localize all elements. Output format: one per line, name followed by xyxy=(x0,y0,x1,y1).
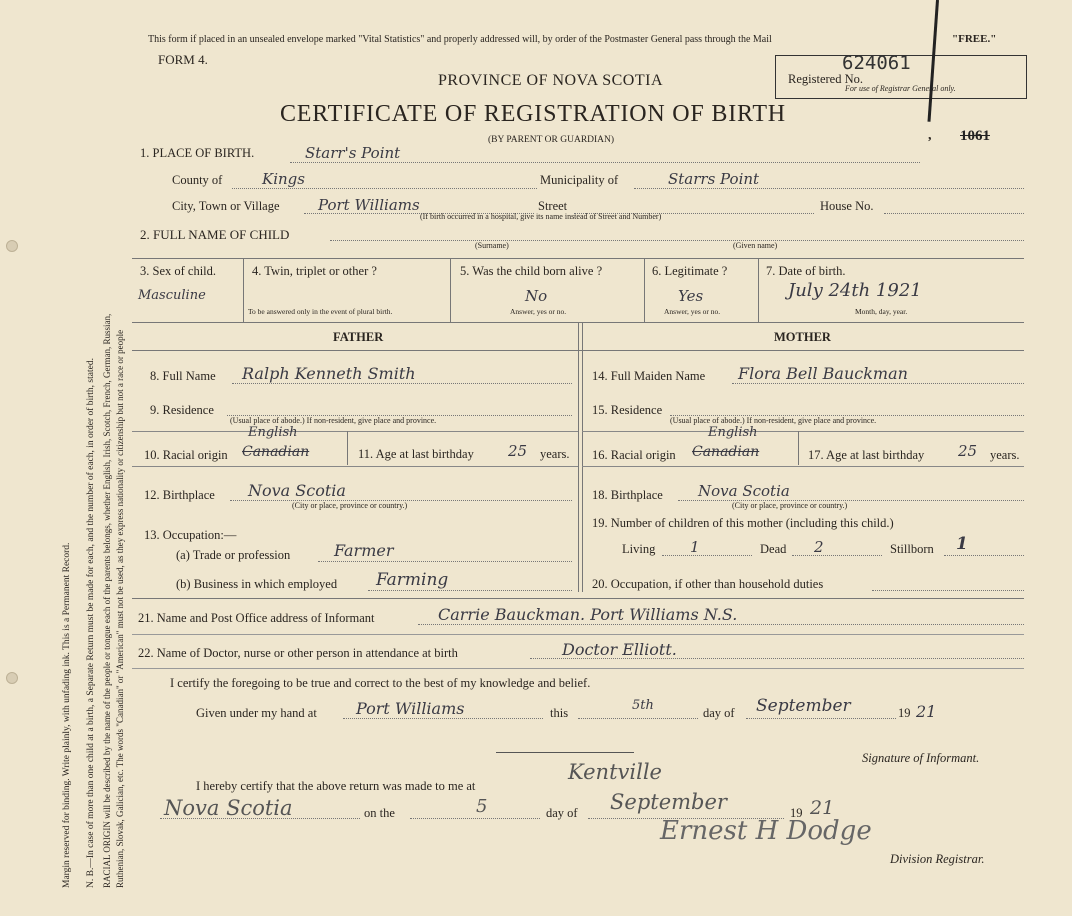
county-label: County of xyxy=(172,173,223,187)
margin-note-racial-origin: RACIAL ORIGIN will be described by the name of the people or tongue each of the parents belongs, whether English, Irish, Scotch, French, German, Russian, xyxy=(102,313,112,888)
mother-residence-label: 15. Residence xyxy=(592,403,663,417)
place-of-birth-label: 1. PLACE OF BIRTH. xyxy=(140,146,255,160)
registrar-year-value: 21 xyxy=(810,797,835,819)
certificate-title: CERTIFICATE OF REGISTRATION OF BIRTH xyxy=(280,101,786,127)
given-under-label: Given under my hand at xyxy=(196,706,317,720)
father-name-value: Ralph Kenneth Smith xyxy=(242,364,416,383)
day-of-label: day of xyxy=(703,706,735,720)
street-label: Street xyxy=(538,199,568,213)
father-residence-note: (Usual place of abode.) If non-resident, give place and province. xyxy=(230,416,437,425)
registrar-place-value: Kentville xyxy=(568,760,662,784)
business-label: (b) Business in which employed xyxy=(176,577,338,591)
informant-value: Carrie Bauckman. Port Williams N.S. xyxy=(438,605,738,624)
registrar-statement: I hereby certify that the above return was made to me at xyxy=(196,779,476,793)
surname-note: (Surname) xyxy=(475,241,509,250)
municipality-value: Starrs Point xyxy=(668,170,760,188)
dead-value: 2 xyxy=(814,538,824,556)
trade-value: Farmer xyxy=(334,541,394,560)
twin-note: To be answered only in the event of plural birth. xyxy=(248,307,393,316)
born-alive-value: No xyxy=(525,287,548,305)
mother-residence-note: (Usual place of abode.) If non-resident, give place and province. xyxy=(670,416,877,425)
informant-label: 21. Name and Post Office address of Informant xyxy=(138,611,375,625)
city-label: City, Town or Village xyxy=(172,199,280,213)
mother-age-value: 25 xyxy=(958,442,978,460)
province-title: PROVINCE OF NOVA SCOTIA xyxy=(438,72,664,89)
father-birthplace-value: Nova Scotia xyxy=(248,481,346,500)
father-residence-label: 9. Residence xyxy=(150,403,214,417)
registrar-month-value: September xyxy=(610,790,727,814)
county-value: Kings xyxy=(262,170,305,188)
given-place-value: Port Williams xyxy=(356,699,465,718)
born-alive-label: 5. Was the child born alive ? xyxy=(460,264,603,278)
free-mark: "FREE." xyxy=(952,33,997,45)
registrar-day-of-label: day of xyxy=(546,806,578,820)
registered-number: 624061 xyxy=(842,52,911,74)
registrar-province-value: Nova Scotia xyxy=(164,796,293,820)
date-of-birth-label: 7. Date of birth. xyxy=(766,264,846,278)
certify-month-value: September xyxy=(756,696,851,716)
living-value: 1 xyxy=(690,538,700,556)
registered-label: Registered No. xyxy=(788,72,863,86)
doctor-value: Doctor Elliott. xyxy=(562,640,677,659)
form-number: FORM 4. xyxy=(158,52,208,67)
division-registrar-label: Division Registrar. xyxy=(890,852,985,866)
father-age-label: 11. Age at last birthday xyxy=(358,447,474,461)
father-age-value: 25 xyxy=(508,442,528,460)
legitimate-note: Answer, yes or no. xyxy=(664,307,721,316)
registrar-year-printed: 19 xyxy=(790,806,803,820)
on-the-label: on the xyxy=(364,806,395,820)
living-label: Living xyxy=(622,542,656,556)
certificate-subtitle: (BY PARENT OR GUARDIAN) xyxy=(488,135,615,145)
father-occupation-label: 13. Occupation:— xyxy=(144,528,237,542)
mother-years-label: years. xyxy=(990,448,1020,462)
mother-birthplace-note: (City or place, province or country.) xyxy=(732,501,848,510)
sex-label: 3. Sex of child. xyxy=(140,264,217,278)
mother-heading: MOTHER xyxy=(774,330,831,344)
stillborn-value: 1 xyxy=(956,534,968,554)
mother-name-value: Flora Bell Bauckman xyxy=(738,364,908,383)
mother-age-label: 17. Age at last birthday xyxy=(808,448,925,462)
born-alive-note: Answer, yes or no. xyxy=(510,307,567,316)
father-name-label: 8. Full Name xyxy=(150,369,216,383)
mother-occupation-label: 20. Occupation, if other than household duties xyxy=(592,577,824,591)
postal-note: This form if placed in an unsealed envelope marked "Vital Statistics" and properly addressed will, by order of the Postmaster General pass through the Mail xyxy=(148,34,772,45)
mother-racial-value: Canadian xyxy=(692,444,760,460)
margin-note-multiple-births: N. B.—In case of more than one child at a birth, a Separate Return must be made for each, and the number of each, in order of birth, stated. xyxy=(86,358,96,888)
registrar-signature: Ernest H Dodge xyxy=(660,816,872,846)
date-of-birth-value: July 24th 1921 xyxy=(788,280,922,301)
punch-hole xyxy=(6,672,18,684)
mother-racial-correction: English xyxy=(708,425,758,440)
certify-year-printed: 19 xyxy=(898,706,911,720)
municipality-label: Municipality of xyxy=(540,173,619,187)
tick-mark: , xyxy=(928,128,932,143)
street-note: (If birth occurred in a hospital, give its name instead of Street and Number) xyxy=(420,212,662,221)
mother-racial-label: 16. Racial origin xyxy=(592,448,676,462)
stillborn-label: Stillborn xyxy=(890,542,934,556)
certify-statement: I certify the foregoing to be true and correct to the best of my knowledge and belief. xyxy=(170,676,591,690)
father-birthplace-label: 12. Birthplace xyxy=(144,488,215,502)
father-racial-correction: English xyxy=(248,425,298,440)
father-years-label: years. xyxy=(540,447,570,461)
twin-label: 4. Twin, triplet or other ? xyxy=(252,264,377,278)
trade-label: (a) Trade or profession xyxy=(176,548,291,562)
legitimate-value: Yes xyxy=(678,287,704,305)
house-number-label: House No. xyxy=(820,199,874,213)
margin-note-racial-origin-2: Ruthenian, Slovak, Galician, etc. The words "Canadian" or "American" must not be used, as they express nationality or citizenship but not a race or people xyxy=(115,329,125,888)
margin-note-binding: Margin reserved for binding. Write plainly, with unfading ink. This is a Permanent Record. xyxy=(62,542,72,888)
city-value: Port Williams xyxy=(318,196,420,214)
certify-day-value: 5th xyxy=(632,698,654,713)
legitimate-label: 6. Legitimate ? xyxy=(652,264,728,278)
children-count-label: 19. Number of children of this mother (including this child.) xyxy=(592,516,894,530)
punch-hole xyxy=(6,240,18,252)
business-value: Farming xyxy=(376,570,449,590)
mother-name-label: 14. Full Maiden Name xyxy=(592,369,706,383)
given-name-note: (Given name) xyxy=(733,241,778,250)
dead-label: Dead xyxy=(760,542,787,556)
sex-value: Masculine xyxy=(138,288,206,303)
certify-year-value: 21 xyxy=(916,702,937,721)
registrar-day-value: 5 xyxy=(476,796,488,817)
registrar-note: For use of Registrar General only. xyxy=(845,84,956,93)
child-name-label: 2. FULL NAME OF CHILD xyxy=(140,227,290,242)
date-of-birth-note: Month, day, year. xyxy=(855,307,908,316)
signature-informant-label: Signature of Informant. xyxy=(862,751,980,765)
father-birthplace-note: (City or place, province or country.) xyxy=(292,501,408,510)
mother-birthplace-value: Nova Scotia xyxy=(698,482,790,500)
father-racial-label: 10. Racial origin xyxy=(144,448,228,462)
father-racial-value: Canadian xyxy=(242,444,310,460)
this-label: this xyxy=(550,706,569,720)
place-of-birth-value: Starr's Point xyxy=(305,144,401,162)
mother-birthplace-label: 18. Birthplace xyxy=(592,488,663,502)
father-heading: FATHER xyxy=(333,330,384,344)
doctor-label: 22. Name of Doctor, nurse or other person in attendance at birth xyxy=(138,646,458,660)
old-number: 1061 xyxy=(960,128,990,144)
